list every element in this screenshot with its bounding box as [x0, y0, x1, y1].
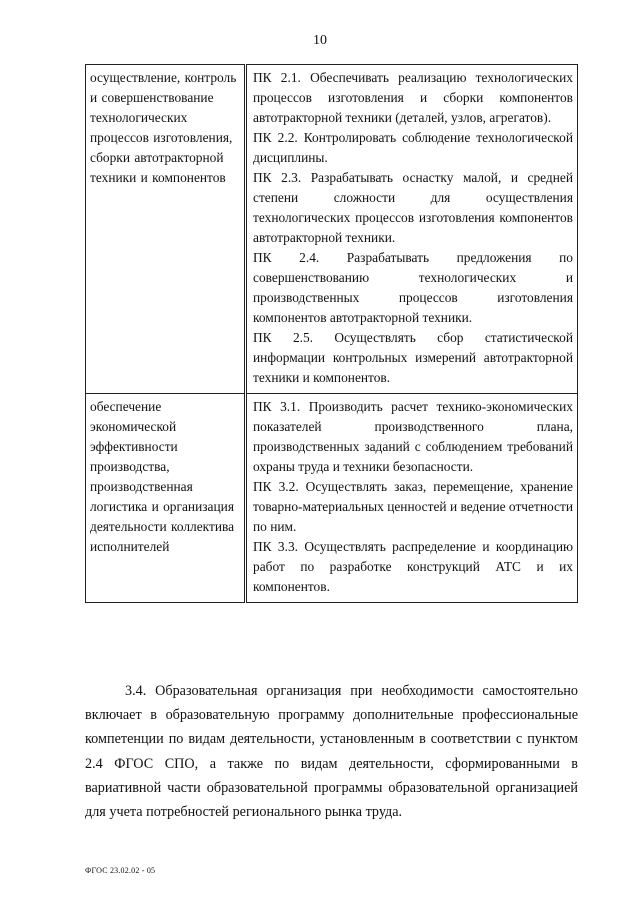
activity-cell — [86, 394, 246, 603]
page-number: 10 — [313, 33, 327, 48]
competencies-cell — [246, 394, 578, 603]
activity-text: осуществление, контроль и совершенствование технологических процессов изготовления, сборки автотракторной техники и компонентов — [90, 70, 237, 185]
competency-item: ПК 2.3. Разрабатывать оснастку малой, и средней степени сложности для осуществления технологических процессов изготовления компонентов автотракторной техники. — [253, 170, 573, 245]
competencies-table — [85, 64, 578, 603]
competency-item: ПК 3.3. Осуществлять распределение и координацию работ по разработке конструкций АТС и их компонентов. — [253, 539, 573, 594]
competency-item: ПК 3.1. Производить расчет технико-экономических показателей производственного плана, производственных заданий с соблюдением требований охраны труда и техники безопасности. — [253, 399, 573, 474]
competency-item: ПК 2.5. Осуществлять сбор статистической информации контрольных измерений автотракторной техники и компонентов. — [253, 330, 573, 385]
activity-cell — [86, 65, 246, 394]
table-row — [86, 65, 578, 394]
competency-item: ПК 2.4. Разрабатывать предложения по совершенствованию технологических и производственных процессов изготовления компонентов автотракторной техники. — [253, 250, 573, 325]
table-row — [86, 394, 578, 603]
competencies-cell — [246, 65, 578, 394]
activity-text: обеспечение экономической эффективности производства, производственная логистика и организация деятельности коллектива исполнителей — [90, 399, 235, 554]
section-paragraph-3-4: 3.4. Образовательная организация при необходимости самостоятельно включает в образовательную программу дополнительные профессиональные компетенции по видам деятельности, установленным в соответствии с пунктом 2.4 ФГОС СПО, а также по видам деятельности, сформированными в вариативной части образовательной программы образовательной организацией для учета потребностей регионального рынка труда. — [85, 683, 578, 821]
footer-code: ФГОС 23.02.02 - 05 — [85, 866, 156, 875]
competency-item: ПК 2.1. Обеспечивать реализацию технологических процессов изготовления и сборки компонентов автотракторной техники (деталей, узлов, агрегатов). — [253, 70, 573, 125]
competency-item: ПК 2.2. Контролировать соблюдение технологической дисциплины. — [253, 130, 573, 165]
competency-item: ПК 3.2. Осуществлять заказ, перемещение, хранение товарно-материальных ценностей и ведение отчетности по ним. — [253, 479, 573, 534]
